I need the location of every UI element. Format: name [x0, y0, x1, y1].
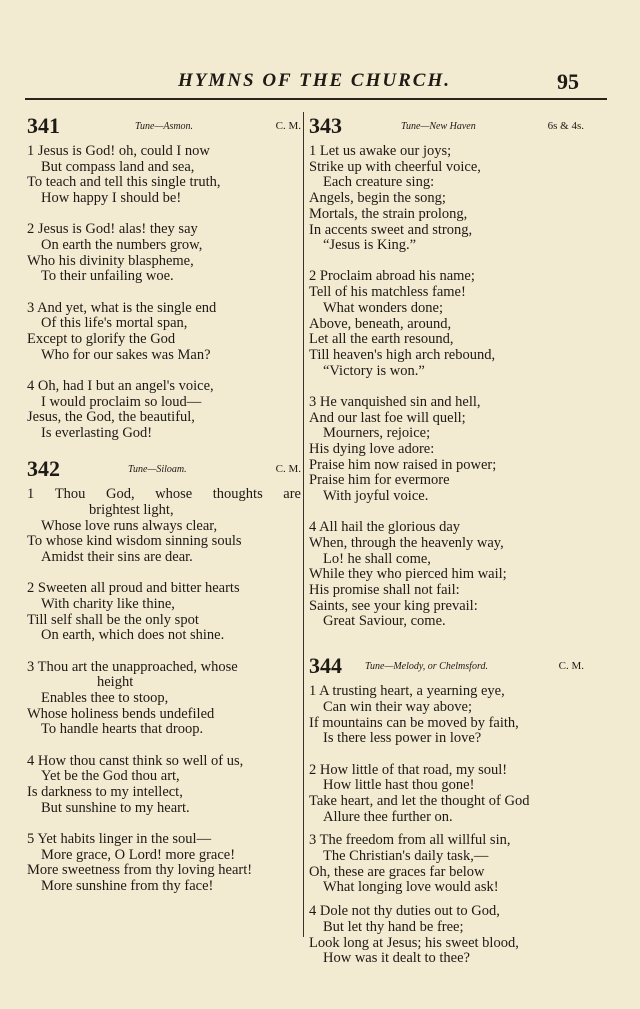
verse-line: 3 He vanquished sin and hell, [309, 393, 481, 410]
verse-line: Amidst their sins are dear. [41, 549, 193, 566]
hymn-header [309, 654, 584, 678]
verse-line: What longing love would ask! [323, 879, 499, 896]
hymn-meter: 6s & 4s. [547, 120, 584, 132]
hymn-number: 342 [27, 456, 60, 482]
stanza [309, 520, 584, 630]
verse-line: Praise him for evermore [309, 472, 450, 489]
verse-line: 4 How thou canst think so well of us, [27, 752, 244, 769]
verse-line: But compass land and sea, [41, 158, 195, 175]
verse-line: Mourners, rejoice; [323, 425, 431, 442]
verse-line: Let all the earth resound, [309, 331, 454, 348]
verse-line: Lo! he shall come, [323, 550, 431, 567]
stanza [27, 487, 301, 566]
verse-line: 5 Yet habits linger in the soul— [27, 830, 212, 847]
hymn-meter: C. M. [275, 120, 301, 132]
verse-line: Jesus, the God, the beautiful, [27, 409, 195, 426]
column-divider [303, 112, 304, 937]
verse-line: Except to glorify the God [27, 331, 176, 348]
hymn-tune: Tune—Melody, or Chelmsford. [365, 661, 488, 673]
verse-line: Great Saviour, come. [323, 613, 446, 630]
verse-line: Is everlasting God! [41, 425, 153, 442]
verse-line: The Christian's daily task,— [323, 848, 489, 865]
stanza [309, 395, 584, 505]
verse-line: With joyful voice. [323, 488, 429, 505]
verse-line: Angels, begin the song; [309, 190, 446, 207]
stanza [27, 832, 301, 895]
hymn-341 [27, 114, 301, 442]
verse-line: To their unfailing woe. [41, 268, 174, 285]
verse-line: Allure thee further on. [323, 808, 453, 825]
stanza [309, 833, 584, 896]
verse-line: When, through the heavenly way, [309, 534, 504, 551]
stanza [309, 904, 584, 967]
verse-line: More grace, O Lord! more grace! [41, 846, 236, 863]
verse-line: “Jesus is King.” [323, 237, 417, 254]
verse-line: 2 Sweeten all proud and bitter hearts [27, 580, 240, 597]
verse-line: His dying love adore: [309, 440, 435, 457]
verse-line: On earth, which does not shine. [41, 627, 225, 644]
verse-line: Saints, see your king prevail: [309, 597, 478, 614]
verse-line: Whose holiness bends undefiled [27, 705, 215, 722]
verse-word: thoughts [212, 486, 263, 503]
verse-line: Praise him now raised in power; [309, 456, 497, 473]
verse-line: Yet be the God thou art, [41, 768, 180, 785]
verse-line: Who for our sakes was Man? [41, 346, 211, 363]
verse-line: 4 Dole not thy duties out to God, [309, 903, 500, 920]
verse-line: 4 All hail the glorious day [309, 519, 461, 536]
hymn-tune: Tune—Asmon. [135, 121, 194, 132]
verse-line: 1 A trusting heart, a yearning eye, [309, 683, 505, 700]
verse-word: are [283, 486, 301, 503]
verse-line: Enables thee to stoop, [41, 689, 169, 706]
header-rule [25, 98, 607, 100]
hymn-344 [309, 654, 584, 967]
verse-line: How happy I should be! [41, 190, 182, 207]
verse-line: Till self shall be the only spot [27, 611, 199, 628]
verse-line: What wonders done; [323, 299, 443, 316]
verse-line: Tell of his matchless fame! [309, 284, 466, 301]
verse-line: To teach and tell this single truth, [27, 174, 221, 191]
verse-line: But sunshine to my heart. [41, 799, 190, 816]
verse-line: Of this life's mortal span, [41, 315, 188, 332]
verse-line: If mountains can be moved by faith, [309, 714, 519, 731]
stanza [27, 581, 301, 644]
verse-line: I would proclaim so loud— [41, 393, 202, 410]
verse-line: 1 Let us awake our joys; [309, 143, 452, 159]
verse-line: 3 Thou art the unapproached, whose [27, 658, 238, 675]
verse-line: With charity like thine, [41, 595, 175, 612]
verse-line: Can win their way above; [323, 698, 472, 715]
hymn-header [27, 114, 301, 138]
verse-line: Look long at Jesus; his sweet blood, [309, 934, 519, 951]
hymn-number: 344 [309, 653, 342, 679]
verse-line: But let thy hand be free; [323, 918, 464, 935]
stanza [27, 660, 301, 739]
hymn-header [309, 114, 584, 138]
verse-line: 1 Jesus is God! oh, could I now [27, 143, 210, 159]
verse-line: Take heart, and let the thought of God [309, 792, 530, 809]
verse-line: Till heaven's high arch rebound, [309, 346, 496, 363]
verse-line: While they who pierced him wail; [309, 566, 507, 583]
verse-line: 2 How little of that road, my soul! [309, 761, 508, 778]
verse-line: How little hast thou gone! [323, 777, 475, 794]
verse-line: 3 And yet, what is the single end [27, 299, 217, 316]
verse-word: 1 [27, 486, 35, 503]
stanza [27, 222, 301, 285]
verse-line: Who his divinity blaspheme, [27, 252, 194, 269]
hymn-number: 343 [309, 113, 342, 138]
running-title: HYMNS OF THE CHURCH. [178, 70, 451, 91]
stanza [309, 763, 584, 826]
hymn-343 [309, 114, 584, 630]
verse-line: Is there less power in love? [323, 730, 482, 747]
left-column [27, 114, 301, 910]
verse-line: Whose love runs always clear, [41, 517, 218, 534]
verse-word: whose [155, 486, 193, 503]
verse-line: Each creature sing: [323, 174, 435, 191]
hymn-header [27, 457, 301, 481]
verse-line: “Victory is won.” [323, 362, 425, 379]
verse-line: Is darkness to my intellect, [27, 784, 183, 800]
right-column [309, 114, 584, 982]
verse-line: To handle hearts that droop. [41, 721, 204, 738]
verse-line: height [97, 674, 134, 691]
stanza [27, 379, 301, 442]
stanza [27, 301, 301, 364]
verse-line: 4 Oh, had I but an angel's voice, [27, 377, 214, 394]
stanza [309, 684, 584, 747]
hymn-tune: Tune—Siloam. [128, 464, 187, 476]
verse-line: Oh, these are graces far below [309, 863, 485, 880]
verse-line: 3 The freedom from all willful sin, [309, 832, 511, 849]
hymn-number: 341 [27, 113, 60, 138]
verse-line-justified [27, 487, 301, 503]
stanza [27, 754, 301, 817]
verse-line: More sweetness from thy loving heart! [27, 862, 253, 879]
stanza [27, 144, 301, 207]
verse-line: On earth the numbers grow, [41, 237, 203, 254]
verse-line: Strike up with cheerful voice, [309, 158, 481, 175]
hymn-meter: C. M. [558, 660, 584, 673]
verse-line: 2 Jesus is God! alas! they say [27, 221, 198, 238]
verse-line: To whose kind wisdom sinning souls [27, 533, 242, 550]
stanza [309, 144, 584, 254]
stanza [309, 269, 584, 379]
verse-line: His promise shall not fail: [309, 582, 460, 599]
verse-line: How was it dealt to thee? [323, 950, 470, 967]
verse-line: Mortals, the strain prolong, [309, 205, 468, 222]
verse-line: More sunshine from thy face! [41, 878, 214, 895]
verse-word: Thou [54, 486, 86, 503]
verse-line: brightest light, [89, 501, 174, 518]
page-number: 95 [557, 69, 579, 94]
verse-line: And our last foe will quell; [309, 409, 466, 426]
hymn-meter: C. M. [275, 463, 301, 476]
hymn-tune: Tune—New Haven [401, 121, 476, 132]
verse-line: Above, beneath, around, [309, 315, 452, 332]
verse-line: 2 Proclaim abroad his name; [309, 268, 475, 285]
verse-line: In accents sweet and strong, [309, 221, 473, 238]
verse-word: God, [105, 486, 135, 503]
hymn-342 [27, 457, 301, 894]
